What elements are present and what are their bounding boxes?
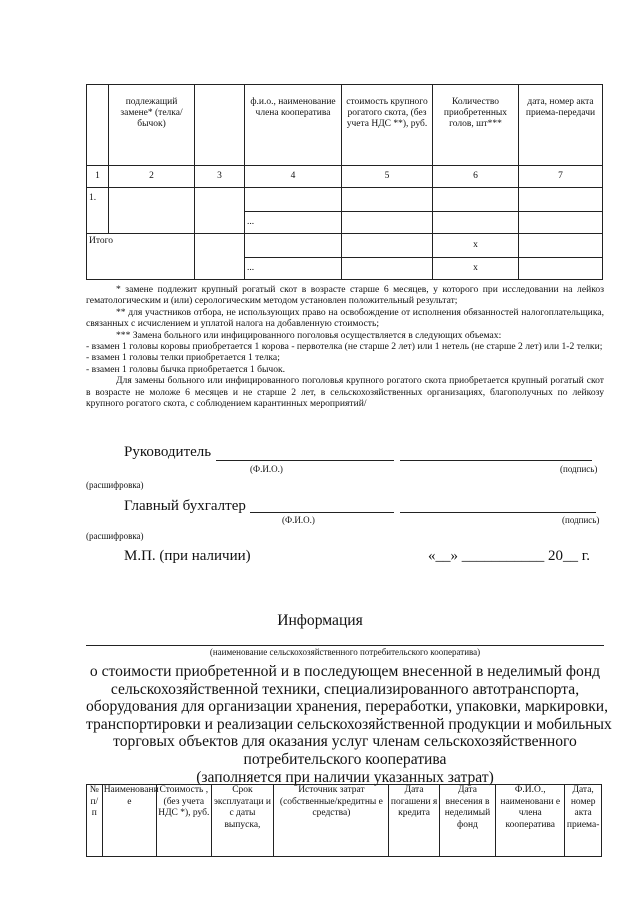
signature-line (400, 460, 592, 461)
header-cell: Ф.И.О., наименовани е члена кооператива (496, 785, 565, 857)
sign-caption: (подпись) (562, 515, 600, 525)
header-cell: Срок эксплуатаци и с даты выпуска, (211, 785, 274, 857)
equipment-table (86, 784, 602, 857)
info-title (86, 663, 612, 786)
ellipsis-cell: ... (245, 212, 342, 234)
table-cell (342, 212, 433, 234)
info-heading: Информация (277, 612, 363, 629)
title-line: оборудования для организации хранения, переработки, упаковки, маркировки, (86, 698, 609, 716)
decode-caption: (расшифровка) (86, 531, 144, 541)
column-number: 1 (87, 166, 109, 188)
header-cell: дата, номер акта приема-передачи (519, 85, 603, 166)
header-cell (195, 85, 245, 166)
header-cell: Количество приобретенных голов, шт*** (433, 85, 519, 166)
table-cell (195, 234, 245, 280)
head-label: Руководитель (124, 444, 212, 460)
footnote: - взамен 1 головы бычка приобретается 1 бычок. (86, 363, 286, 375)
footnote: ** для участников отбора, не использующих право на освобождение от исполнения обязанностей налогоплательщика, связанных с исчислением и уплатой налога на добавленную стоимость; (86, 306, 604, 330)
header-cell: стоимость крупного рогатого скота, (без учета НДС **), руб. (342, 85, 433, 166)
sign-caption: (подпись) (560, 464, 598, 474)
table-cell (245, 188, 342, 212)
table-cell (342, 188, 433, 212)
title-line: транспортировки и реализации сельскохозяйственной продукции и мобильных (86, 715, 612, 733)
x-mark: х (433, 234, 519, 258)
ellipsis-cell: ... (245, 258, 342, 280)
table-cell (519, 212, 603, 234)
header-cell: № п/п (87, 785, 103, 857)
fio-caption: (Ф.И.О.) (282, 515, 315, 525)
column-number: 5 (342, 166, 433, 188)
footnote: * замене подлежит крупный рогатый скот в возрасте старше 6 месяцев, у которого при исследовании на лейкоз гематологическим и (или) серологическим методом установлен положительный результат; (86, 284, 604, 307)
signature-line (250, 512, 394, 513)
column-number: 4 (245, 166, 342, 188)
title-line: сельскохозяйственной техники, специализированного автотранспорта, (110, 680, 580, 698)
signature-line (216, 460, 394, 461)
footnote: Для замены больного или инфицированного поголовья крупного рогатого скота приобретается крупный рогатый скот в возрасте не моложе 6 месяцев и не старше 2 лет, в сельскохозяйственных организациях, благополучных по лейкозу крупного рогатого скота, с соблюдением карантинных мероприятий/ (86, 375, 604, 410)
header-cell: Наименовани е (102, 785, 156, 857)
header-cell: Дата погашени я кредита (389, 785, 439, 857)
column-number: 7 (519, 166, 603, 188)
header-cell (87, 85, 109, 166)
header-cell: подлежащий замене* (телка/бычок) (109, 85, 195, 166)
header-cell: Дата внесения в неделимый фонд (439, 785, 496, 857)
title-line: торговых объектов для оказания услуг членам сельскохозяйственного (113, 733, 577, 751)
table-cell (433, 212, 519, 234)
stamp-label: М.П. (при наличии) (124, 548, 251, 564)
header-cell: ф.и.о., наименование члена кооператива (245, 85, 342, 166)
footnote: *** Замена больного или инфицированного поголовья осуществляется в следующих объемах: (116, 329, 502, 341)
header-cell: Стоимость , (без учета НДС *), руб. (157, 785, 211, 857)
date-field: «__» ___________ 20__ г. (428, 548, 590, 564)
column-number: 3 (195, 166, 245, 188)
column-number: 2 (109, 166, 195, 188)
accountant-label: Главный бухгалтер (124, 498, 246, 514)
fio-caption: (Ф.И.О.) (250, 464, 283, 474)
footnote: - взамен 1 головы телки приобретается 1 телка; (86, 352, 280, 364)
table-cell (195, 188, 245, 234)
title-line: (заполняется при наличии указанных затрат) (196, 768, 494, 786)
title-line: потребительского кооператива (243, 750, 447, 768)
table-cell (342, 258, 433, 280)
signature-line (400, 512, 596, 513)
table-cell (519, 188, 603, 212)
title-line: о стоимости приобретенной и в последующем внесенной в неделимый фонд (89, 663, 601, 680)
livestock-table (86, 84, 603, 280)
table-cell (433, 188, 519, 212)
coop-name-line (86, 645, 604, 646)
table-cell (109, 188, 195, 234)
header-cell: Источник затрат (собственные/кредитны е средства) (274, 785, 389, 857)
decode-caption: (расшифровка) (86, 480, 144, 490)
header-cell: Дата, номер акта приема- (565, 785, 602, 857)
footnote: - взамен 1 головы коровы приобретается 1 корова - первотелка (не старше 2 лет) или 1 нетель (не старше 2 лет) или 1-2 телки; (86, 341, 603, 353)
column-number: 6 (433, 166, 519, 188)
table-cell (245, 234, 342, 258)
x-mark: х (433, 258, 519, 280)
total-label: Итого (87, 234, 195, 280)
table-cell (519, 258, 603, 280)
coop-caption: (наименование сельскохозяйственного потребительского кооператива) (209, 647, 481, 657)
table-cell (519, 234, 603, 258)
table-cell (342, 234, 433, 258)
footnotes (86, 284, 604, 409)
row-number: 1. (87, 188, 109, 234)
